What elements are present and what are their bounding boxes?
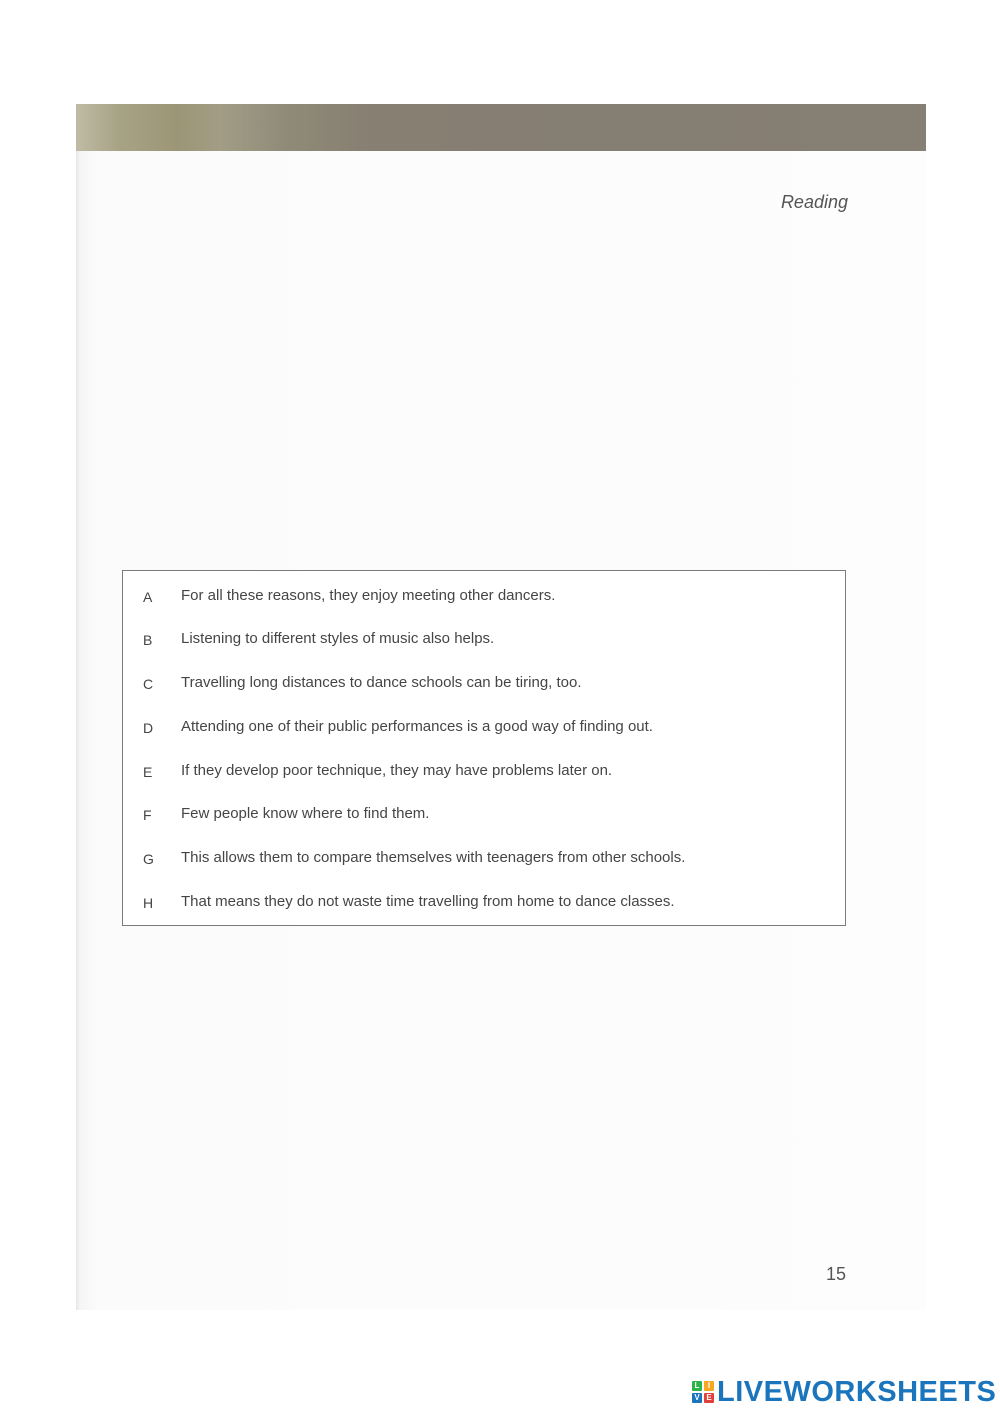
option-text: If they develop poor technique, they may have problems later on. (181, 762, 613, 779)
option-row (123, 718, 843, 742)
option-row (123, 587, 843, 611)
option-row (123, 630, 843, 654)
option-letter: D (143, 720, 154, 736)
option-text: Few people know where to find them. (181, 805, 430, 822)
option-text: Listening to different styles of music also helps. (181, 630, 495, 647)
option-letter: E (143, 764, 153, 780)
option-text: This allows them to compare themselves with teenagers from other schools. (181, 849, 686, 866)
option-text: For all these reasons, they enjoy meeting other dancers. (181, 587, 556, 604)
option-text: Travelling long distances to dance schools can be tiring, too. (181, 674, 582, 691)
option-letter: C (143, 676, 154, 692)
logo-tile: L (692, 1381, 702, 1391)
option-letter: B (143, 632, 153, 648)
page-number: 15 (825, 1264, 846, 1284)
option-letter: A (143, 589, 153, 605)
section-label: Reading (780, 192, 848, 212)
option-row (123, 674, 843, 698)
header-band (76, 104, 926, 151)
option-row (123, 893, 843, 917)
logo-tile: V (692, 1393, 702, 1403)
options-box (122, 570, 846, 926)
option-text: That means they do not waste time travelling from home to dance classes. (181, 893, 675, 910)
logo-tile: I (704, 1381, 714, 1391)
liveworksheets-brand[interactable] (692, 1375, 996, 1409)
brand-name: LIVEWORKSHEETS (717, 1375, 997, 1408)
worksheet-page (76, 104, 926, 1310)
option-row (123, 849, 843, 873)
option-row (123, 762, 843, 786)
option-row (123, 805, 843, 829)
option-letter: G (143, 851, 154, 867)
option-letter: H (143, 895, 154, 911)
option-letter: F (143, 807, 152, 823)
liveworksheets-logo-icon (692, 1381, 714, 1403)
option-text: Attending one of their public performances is a good way of finding out. (181, 718, 653, 735)
logo-tile: E (704, 1393, 714, 1403)
